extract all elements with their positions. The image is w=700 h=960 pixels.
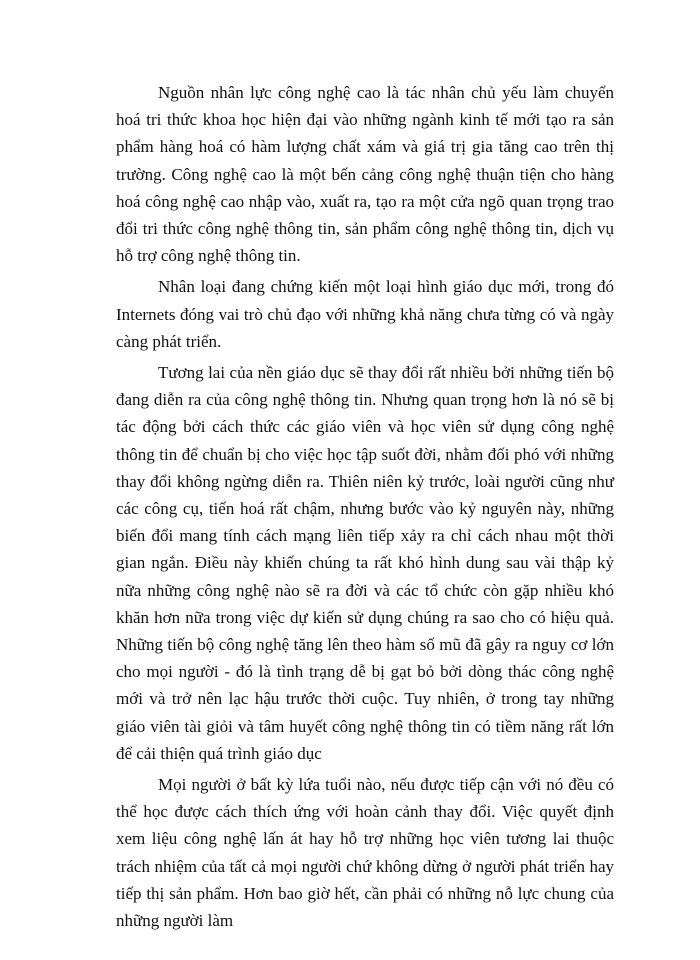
paragraph-new-education: Nhân loại đang chứng kiến một loại hình giáo dục mới, trong đó Internets đóng vai trò chủ đạo với những khả năng chưa từng có và ngày càng phát triển. <box>116 277 614 351</box>
paragraph-adaptation: Mọi người ở bất kỳ lứa tuổi nào, nếu được tiếp cận với nó đều có thể học được cách thích ứng với hoàn cảnh thay đổi. Việc quyết định xem liệu công nghệ lấn át hay hỗ trợ những học viên tương lai thuộc trách nhiệm của tất cả mọi người chứ không dừng ở người phát triển hay tiếp thị sản phẩm. Hơn bao giờ hết, cần phải có những nỗ lực chung của những người làm <box>116 775 614 931</box>
paragraph-high-tech-workforce: Nguồn nhân lực công nghệ cao là tác nhân chủ yếu làm chuyển hoá tri thức khoa học hiện đại vào những ngành kinh tế mới tạo ra sản phẩm hàng hoá có hàm lượng chất xám và giá trị gia tăng cao trên thị trường. Công nghệ cao là một bến cảng công nghệ thuận tiện cho hàng hoá công nghệ cao nhập vào, xuất ra, tạo ra một cửa ngõ quan trọng trao đổi tri thức công nghệ thông tin, sản phẩm công nghệ thông tin, dịch vụ hỗ trợ công nghệ thông tin. <box>116 83 614 266</box>
document-body <box>116 79 614 938</box>
paragraph-future-of-education: Tương lai của nền giáo dục sẽ thay đổi rất nhiều bởi những tiến bộ đang diễn ra của công nghệ thông tin. Nhưng quan trọng hơn là nó sẽ bị tác động bởi cách thức các giáo viên và học viên sử dụng công nghệ thông tin để chuẩn bị cho việc học tập suốt đời, nhằm đối phó với những thay đổi không ngừng diễn ra. Thiên niên kỷ trước, loài người cũng như các công cụ, tiến hoá rất chậm, nhưng bước vào kỷ nguyên này, những biến đổi mang tính cách mạng liên tiếp xảy ra chỉ cách nhau một thời gian ngắn. Điều này khiến chúng ta rất khó hình dung sau vài thập kỷ nữa những công nghệ nào sẽ ra đời và các tổ chức còn gặp nhiều khó khăn hơn nữa trong việc dự kiến sử dụng chúng ra sao cho có hiệu quả. Những tiến bộ công nghệ tăng lên theo hàm số mũ đã gây ra nguy cơ lớn cho mọi người - đó là tình trạng dễ bị gạt bỏ bởi dòng thác công nghệ mới và trở nên lạc hậu trước thời cuộc. Tuy nhiên, ở trong tay những giáo viên tài giỏi và tâm huyết công nghệ thông tin có tiềm năng rất lớn để cải thiện quá trình giáo dục <box>116 363 614 763</box>
